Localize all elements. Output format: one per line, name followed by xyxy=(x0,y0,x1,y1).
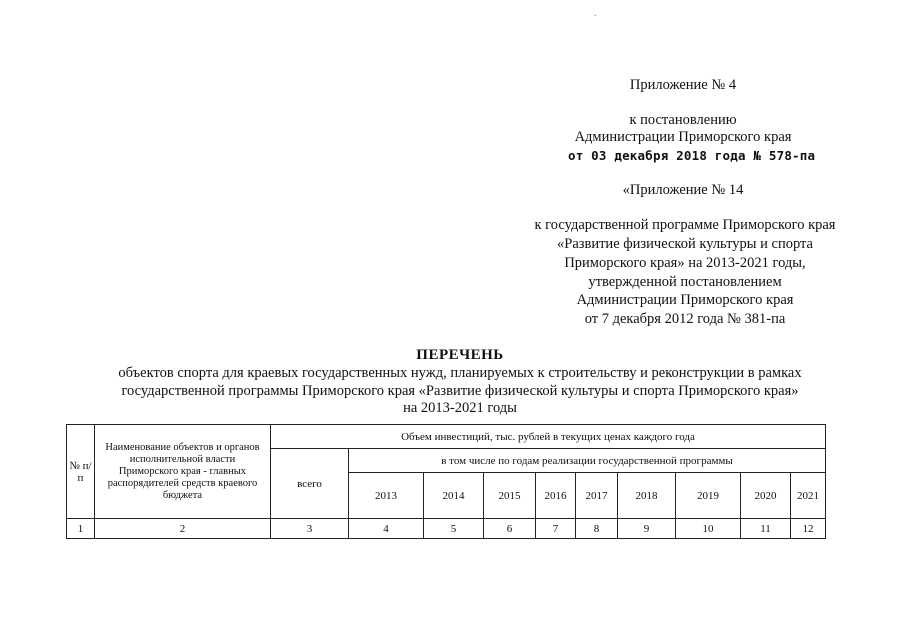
document-subtitle-line: на 2013-2021 годы xyxy=(403,400,517,416)
index-cell: 1 xyxy=(67,519,95,539)
header-year: 2015 xyxy=(484,473,536,519)
header-years-group: в том числе по годам реализации государственной программы xyxy=(349,449,826,473)
header-year: 2018 xyxy=(618,473,676,519)
header-year: 2021 xyxy=(791,473,826,519)
objects-table xyxy=(66,424,826,539)
program-ref-line: к государственной программе Приморского края xyxy=(534,217,836,233)
header-year: 2017 xyxy=(576,473,618,519)
index-cell: 8 xyxy=(576,519,618,539)
document-subtitle-line: объектов спорта для краевых государственных нужд, планируемых к строительству и реконструкции в рамках xyxy=(118,365,802,381)
index-cell: 10 xyxy=(676,519,741,539)
index-cell: 3 xyxy=(271,519,349,539)
program-ref-line: от 7 декабря 2012 года № 381-па xyxy=(584,311,786,327)
program-ref-line: Администрации Приморского края xyxy=(576,292,794,308)
header-year: 2014 xyxy=(424,473,484,519)
index-cell: 5 xyxy=(424,519,484,539)
header-year: 2020 xyxy=(741,473,791,519)
administration-name: Администрации Приморского края xyxy=(574,129,792,145)
header-investment: Объем инвестиций, тыс. рублей в текущих ценах каждого года xyxy=(271,425,826,449)
header-year: 2016 xyxy=(536,473,576,519)
index-cell: 2 xyxy=(95,519,271,539)
index-cell: 4 xyxy=(349,519,424,539)
index-cell: 9 xyxy=(618,519,676,539)
header-number: № п/п xyxy=(67,425,95,519)
scan-speck: . xyxy=(594,8,597,19)
resolution-date-stamp: от 03 декабря 2018 года № 578-па xyxy=(568,148,816,163)
index-cell: 11 xyxy=(741,519,791,539)
program-ref-line: Приморского края» на 2013-2021 годы, xyxy=(564,255,806,271)
quoted-appendix-title: «Приложение № 14 xyxy=(622,182,744,198)
header-year: 2013 xyxy=(349,473,424,519)
header-object-name: Наименование объектов и органов исполнительной власти Приморского края - главных распорядителей средств краевого бюджета xyxy=(95,425,271,519)
header-total: всего xyxy=(271,449,349,519)
program-ref-line: «Развитие физической культуры и спорта xyxy=(557,236,813,252)
program-ref-line: утвержденной постановлением xyxy=(588,274,782,290)
header-year: 2019 xyxy=(676,473,741,519)
document-subtitle-line: государственной программы Приморского края «Развитие физической культуры и спорта Приморского края» xyxy=(121,383,799,399)
index-cell: 6 xyxy=(484,519,536,539)
index-cell: 7 xyxy=(536,519,576,539)
appendix-number: Приложение № 4 xyxy=(629,77,737,93)
resolution-ref: к постановлению xyxy=(629,112,737,128)
index-cell: 12 xyxy=(791,519,826,539)
document-title: ПЕРЕЧЕНЬ xyxy=(416,347,504,363)
